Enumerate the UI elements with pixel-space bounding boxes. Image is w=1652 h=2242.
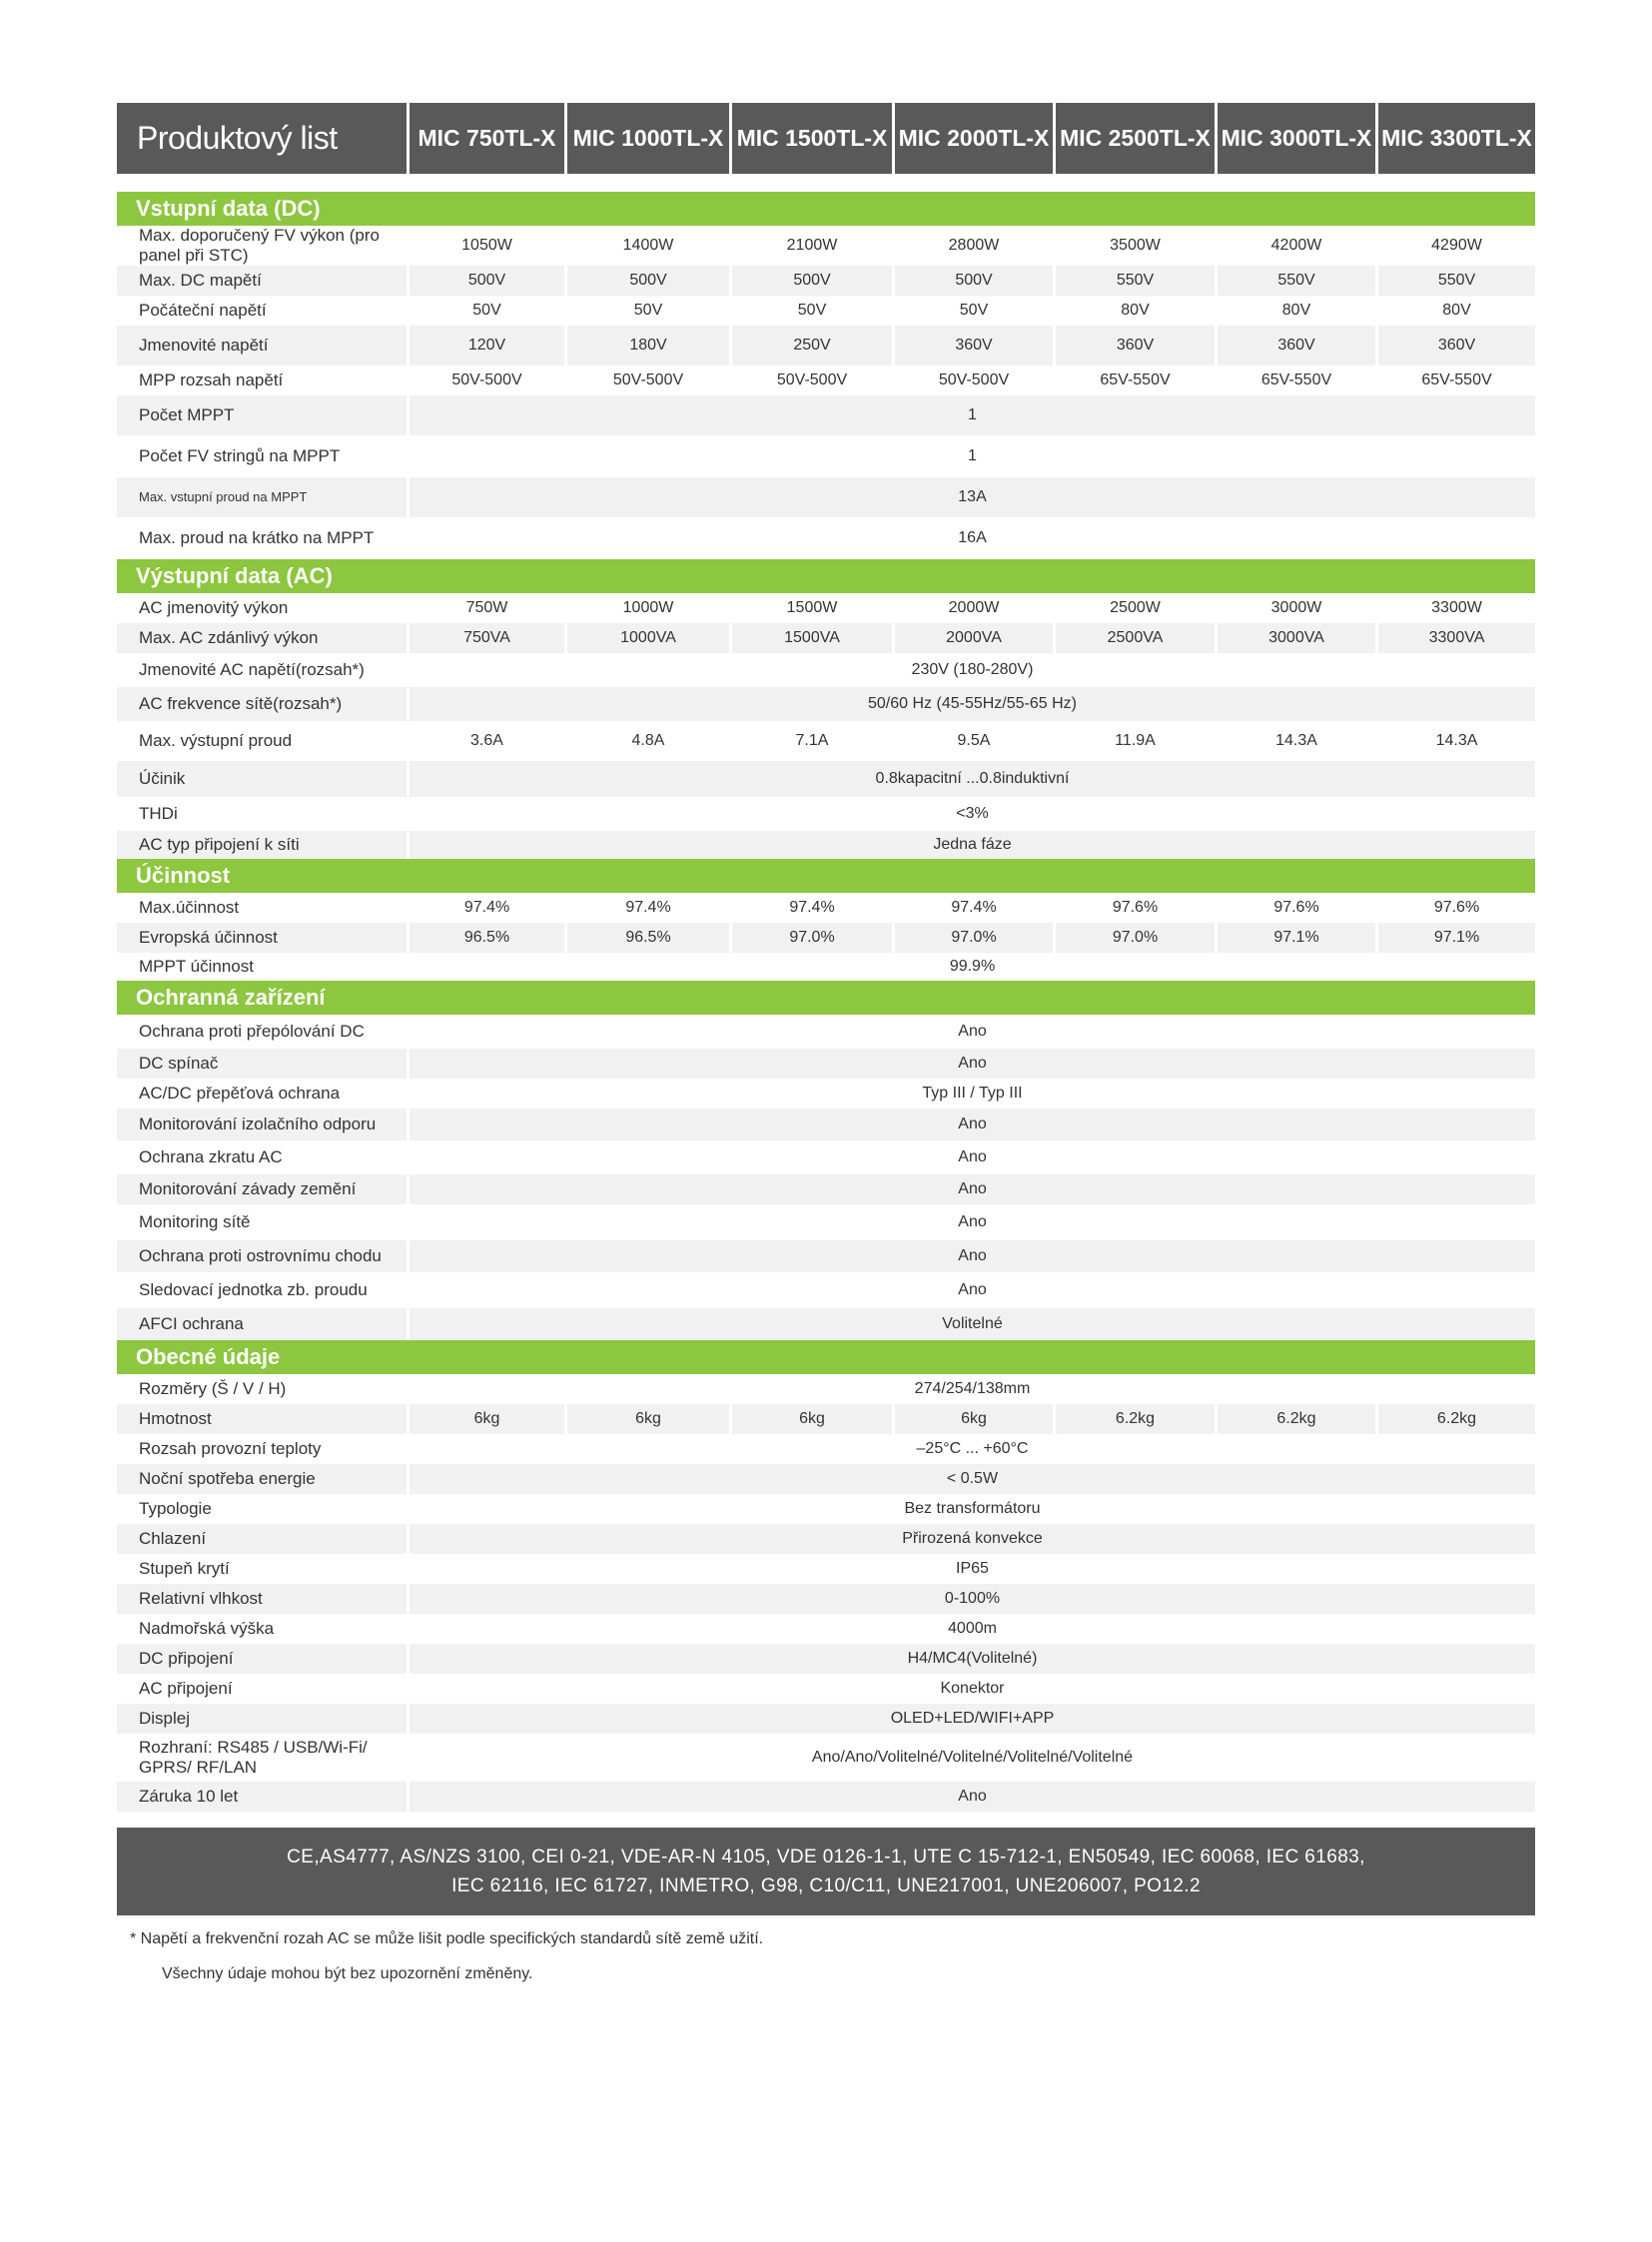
section-header: Výstupní data (AC) [117, 559, 1535, 593]
row-label: Počet MPPT [139, 405, 235, 424]
value-cell: 550V [1437, 272, 1476, 289]
row-label: Účinik [139, 769, 186, 788]
value-cell: 3000VA [1268, 629, 1324, 646]
value-cell: 750W [465, 599, 508, 616]
section-header: Účinnost [117, 859, 1535, 893]
row-label: Rozhraní: RS485 / USB/Wi-Fi/ GPRS/ RF/LAN [139, 1738, 368, 1777]
value-cell-merged: 50/60 Hz (45-55Hz/55-65 Hz) [868, 695, 1077, 712]
table-row [117, 893, 1535, 923]
row-label: AC frekvence sítě(rozsah*) [139, 694, 343, 713]
row-label: Max. AC zdánlivý výkon [139, 628, 319, 647]
value-cell-merged: 1 [968, 447, 977, 464]
value-cell-merged: Ano [958, 1116, 987, 1132]
footnote-ac-range: * Napětí a frekvenční rozah AC se může lišit podle specifických standardů sítě země užití. [130, 1930, 764, 1947]
table-row [117, 1049, 1535, 1079]
value-cell-merged: Jedna fáze [933, 836, 1012, 853]
row-label: Max. výstupní proud [139, 731, 293, 750]
value-cell: 120V [467, 337, 506, 354]
model-header: MIC 2500TL-X [1056, 103, 1215, 174]
value-cell: 360V [1437, 337, 1476, 354]
value-cell-merged: Ano [958, 1023, 987, 1040]
value-cell: 2500W [1110, 599, 1161, 616]
row-label: Počet FV stringů na MPPT [139, 446, 341, 465]
value-cell: 50V [959, 302, 989, 319]
value-cell: 97.4% [789, 899, 835, 916]
row-label: MPPT účinnost [139, 957, 254, 976]
row-label: Ochrana proti přepólování DC [139, 1022, 365, 1041]
value-cell: 500V [467, 272, 506, 289]
table-row [117, 721, 1535, 761]
model-header: MIC 750TL-X [410, 103, 564, 174]
value-cell: 97.1% [1273, 929, 1319, 946]
table-row [117, 1174, 1535, 1204]
row-label: Max. proud na krátko na MPPT [139, 528, 375, 547]
table-row [117, 1644, 1535, 1674]
table-row [117, 1434, 1535, 1464]
value-cell: 4290W [1431, 237, 1482, 254]
row-label: Max. doporučený FV výkon (pro panel při STC) [139, 226, 380, 265]
row-label: AC/DC přepěťová ochrana [139, 1084, 341, 1103]
value-cell: 6kg [961, 1410, 987, 1427]
table-row [117, 761, 1535, 797]
value-cell: 4.8A [631, 732, 665, 749]
value-cell: 6kg [473, 1410, 500, 1427]
value-cell: 6.2kg [1276, 1410, 1316, 1427]
table-row [117, 226, 1535, 266]
value-cell-merged: Volitelné [942, 1315, 1003, 1332]
table-row [117, 1554, 1535, 1584]
value-cell-merged: IP65 [956, 1560, 989, 1577]
value-cell-merged: Typ III / Typ III [922, 1085, 1023, 1102]
model-header: MIC 1000TL-X [567, 103, 729, 174]
value-cell-merged: 274/254/138mm [914, 1380, 1031, 1397]
row-label: DC spínač [139, 1054, 219, 1073]
row-label: Chlazení [139, 1529, 207, 1548]
value-cell: 360V [1277, 337, 1315, 354]
value-cell-merged: 99.9% [949, 958, 996, 975]
value-cell: 180V [629, 337, 667, 354]
value-cell: 97.0% [1112, 929, 1159, 946]
row-label: Ochrana proti ostrovnímu chodu [139, 1246, 382, 1265]
value-cell: 1400W [622, 237, 674, 254]
row-label: Relativní vlhkost [139, 1589, 263, 1608]
value-cell-merged: 1 [968, 406, 977, 423]
table-row [117, 1015, 1535, 1049]
row-label: Hmotnost [139, 1409, 212, 1428]
table-row [117, 1272, 1535, 1308]
table-row [117, 1079, 1535, 1109]
value-cell-merged: Bez transformátoru [904, 1500, 1041, 1517]
value-cell: 750VA [463, 629, 510, 646]
value-cell: 6kg [799, 1410, 825, 1427]
value-cell-merged: 16A [958, 529, 987, 546]
model-header: MIC 3300TL-X [1378, 103, 1535, 174]
value-cell: 2500VA [1107, 629, 1164, 646]
value-cell: 1050W [461, 237, 512, 254]
table-row [117, 623, 1535, 653]
value-cell: 2000VA [946, 629, 1002, 646]
value-cell: 3.6A [470, 732, 503, 749]
table-row [117, 1494, 1535, 1524]
value-cell: 500V [629, 272, 667, 289]
table-row [117, 1308, 1535, 1340]
value-cell: 50V [472, 302, 501, 319]
value-cell: 50V [633, 302, 663, 319]
row-label: Ochrana zkratu AC [139, 1147, 283, 1166]
value-cell-merged: 4000m [948, 1620, 997, 1637]
value-cell-merged: 13A [958, 488, 987, 505]
table-row [117, 1674, 1535, 1704]
row-label: Typologie [139, 1499, 212, 1518]
value-cell: 3300W [1431, 599, 1482, 616]
value-cell: 50V-500V [451, 372, 522, 388]
table-row [117, 296, 1535, 326]
row-label: AFCI ochrana [139, 1314, 244, 1333]
table-row [117, 687, 1535, 721]
value-cell: 80V [1281, 302, 1311, 319]
model-header: MIC 2000TL-X [895, 103, 1053, 174]
row-label: Jmenovité napětí [139, 336, 269, 355]
row-label: Max. DC mapětí [139, 271, 262, 290]
value-cell: 6.2kg [1115, 1410, 1156, 1427]
value-cell-merged: Ano [958, 1247, 987, 1264]
table-row [117, 517, 1535, 559]
table-row [117, 1584, 1535, 1614]
value-cell: 360V [1116, 337, 1155, 354]
table-row [117, 1109, 1535, 1140]
row-label: Počáteční napětí [139, 301, 267, 320]
value-cell: 7.1A [795, 732, 829, 749]
row-label: DC připojení [139, 1649, 234, 1668]
spec-table [117, 192, 1535, 1812]
value-cell-merged: H4/MC4(Volitelné) [907, 1650, 1038, 1667]
table-row [117, 923, 1535, 953]
table-row [117, 797, 1535, 831]
value-cell: 97.6% [1273, 899, 1319, 916]
value-cell-merged: Ano [958, 1148, 987, 1165]
table-row [117, 395, 1535, 435]
table-row [117, 1374, 1535, 1404]
value-cell: 1000VA [620, 629, 676, 646]
value-cell: 1000W [622, 599, 674, 616]
table-header [117, 103, 1535, 174]
value-cell-merged: Přirozená konvekce [902, 1530, 1043, 1547]
value-cell: 80V [1121, 302, 1150, 319]
table-row [117, 1204, 1535, 1240]
value-cell: 3500W [1110, 237, 1161, 254]
value-cell-merged: Konektor [940, 1680, 1005, 1697]
value-cell: 4200W [1270, 237, 1322, 254]
row-label: Max. vstupní proud na MPPT [139, 489, 308, 504]
row-label: Rozměry (Š / V / H) [139, 1379, 287, 1398]
value-cell: 550V [1116, 272, 1155, 289]
value-cell: 97.1% [1433, 929, 1480, 946]
row-label: Stupeň krytí [139, 1559, 230, 1578]
value-cell: 65V-550V [1100, 372, 1171, 388]
value-cell: 500V [955, 272, 993, 289]
value-cell-merged: <3% [956, 805, 989, 822]
value-cell: 97.4% [951, 899, 997, 916]
table-row [117, 435, 1535, 477]
value-cell: 2000W [948, 599, 1000, 616]
table-row [117, 326, 1535, 366]
value-cell: 2100W [786, 237, 838, 254]
value-cell: 65V-550V [1421, 372, 1492, 388]
table-row [117, 366, 1535, 395]
value-cell-merged: Ano [958, 1788, 987, 1805]
value-cell: 11.9A [1115, 732, 1156, 749]
certifications-line-1: CE,AS4777, AS/NZS 3100, CEI 0-21, VDE-AR-N 4105, VDE 0126-1-1, UTE C 15-712-1, EN50549, IEC 60068, IEC 61683, [287, 1847, 1365, 1868]
row-label: Displej [139, 1709, 191, 1728]
row-label: AC připojení [139, 1679, 233, 1698]
value-cell: 9.5A [957, 732, 991, 749]
value-cell: 250V [793, 337, 831, 354]
value-cell: 97.6% [1112, 899, 1159, 916]
table-row [117, 1782, 1535, 1812]
row-label: Noční spotřeba energie [139, 1469, 316, 1488]
value-cell-merged: 0.8kapacitní ...0.8induktivní [875, 770, 1070, 787]
value-cell: 96.5% [625, 929, 671, 946]
value-cell: 1500VA [784, 629, 840, 646]
row-label: Monitoring sítě [139, 1212, 251, 1231]
section-header: Ochranná zařízení [117, 981, 1535, 1015]
value-cell: 1500W [786, 599, 838, 616]
value-cell: 6kg [635, 1410, 661, 1427]
table-row [117, 1140, 1535, 1174]
value-cell: 96.5% [463, 929, 510, 946]
value-cell: 360V [955, 337, 993, 354]
value-cell: 97.4% [625, 899, 671, 916]
value-cell-merged: 0-100% [944, 1590, 1001, 1607]
table-row [117, 266, 1535, 296]
value-cell: 500V [793, 272, 831, 289]
value-cell-merged: 230V (180-280V) [911, 661, 1034, 678]
table-row [117, 1240, 1535, 1272]
table-row [117, 477, 1535, 517]
value-cell: 3300VA [1428, 629, 1485, 646]
value-cell-merged: OLED+LED/WIFI+APP [890, 1710, 1055, 1727]
value-cell: 50V-500V [938, 372, 1010, 388]
row-label: THDi [139, 804, 178, 823]
value-cell: 97.0% [951, 929, 997, 946]
value-cell: 14.3A [1435, 732, 1478, 749]
table-row [117, 1614, 1535, 1644]
table-row [117, 1704, 1535, 1734]
value-cell: 97.4% [463, 899, 510, 916]
model-header: MIC 3000TL-X [1218, 103, 1375, 174]
value-cell: 6.2kg [1436, 1410, 1477, 1427]
value-cell: 2800W [948, 237, 1000, 254]
value-cell-merged: Ano [958, 1055, 987, 1072]
value-cell-merged: Ano/Ano/Volitelné/Volitelné/Volitelné/Volitelné [811, 1749, 1134, 1766]
table-row [117, 593, 1535, 623]
sheet-title: Produktový list [117, 103, 407, 174]
table-row [117, 1734, 1535, 1782]
value-cell: 50V-500V [612, 372, 684, 388]
certifications-line-2: IEC 62116, IEC 61727, INMETRO, G98, C10/C11, UNE217001, UNE206007, PO12.2 [451, 1875, 1201, 1896]
row-label: Jmenovité AC napětí(rozsah*) [139, 660, 365, 679]
row-label: Monitorování závady zemění [139, 1179, 357, 1198]
value-cell-merged: < 0.5W [946, 1470, 999, 1487]
row-label: Nadmořská výška [139, 1619, 275, 1638]
value-cell-merged: –25°C ... +60°C [916, 1440, 1029, 1457]
value-cell: 50V [797, 302, 827, 319]
value-cell: 97.0% [789, 929, 835, 946]
model-header: MIC 1500TL-X [732, 103, 892, 174]
row-label: Záruka 10 let [139, 1787, 239, 1806]
value-cell: 65V-550V [1260, 372, 1332, 388]
row-label: Sledovací jednotka zb. proudu [139, 1280, 368, 1299]
row-label: Evropská účinnost [139, 928, 278, 947]
row-label: MPP rozsah napětí [139, 371, 284, 389]
value-cell: 50V-500V [776, 372, 848, 388]
row-label: Rozsah provozní teploty [139, 1439, 322, 1458]
table-row [117, 831, 1535, 859]
table-row [117, 953, 1535, 981]
certifications-bar [117, 1828, 1535, 1915]
footnote-disclaimer: Všechny údaje mohou být bez upozornění změněny. [162, 1965, 533, 1982]
table-row [117, 1464, 1535, 1494]
section-header: Vstupní data (DC) [117, 192, 1535, 226]
row-label: Max.účinnost [139, 898, 240, 917]
row-label: Monitorování izolačního odporu [139, 1115, 377, 1133]
value-cell: 80V [1442, 302, 1471, 319]
value-cell: 3000W [1270, 599, 1322, 616]
value-cell-merged: Ano [958, 1281, 987, 1298]
value-cell: 97.6% [1433, 899, 1480, 916]
value-cell-merged: Ano [958, 1180, 987, 1197]
table-row [117, 1524, 1535, 1554]
row-label: AC jmenovitý výkon [139, 598, 289, 617]
value-cell: 550V [1277, 272, 1315, 289]
section-header: Obecné údaje [117, 1340, 1535, 1374]
table-row [117, 653, 1535, 687]
table-row [117, 1404, 1535, 1434]
row-label: AC typ připojení k síti [139, 835, 300, 854]
value-cell: 14.3A [1275, 732, 1317, 749]
value-cell-merged: Ano [958, 1213, 987, 1230]
